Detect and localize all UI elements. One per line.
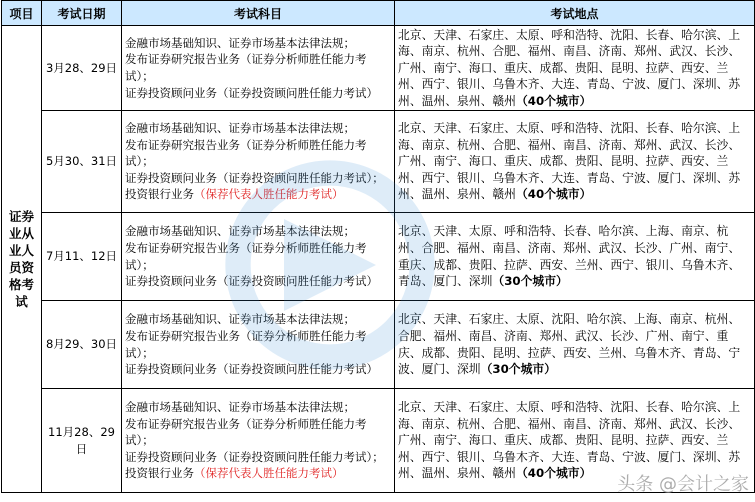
exam-subjects bbox=[122, 26, 395, 111]
city-count: （40个城市） bbox=[515, 93, 592, 108]
subject-line: 投资银行业务 bbox=[125, 187, 194, 202]
location-list: 北京、天津、石家庄、太原、呼和浩特、沈阳、长春、哈尔滨、上海、南京、杭州、合肥、福州、南昌、济南、郑州、武汉、长沙、广州、南宁、海口、重庆、成都、贵阳、昆明、拉萨、西安、兰州、西宁、银川、乌鲁木齐、大连、青岛、宁波、厦门、深圳、苏州、温州、泉州、赣州 bbox=[398, 121, 741, 202]
exam-subjects bbox=[122, 111, 395, 213]
header-date: 考试日期 bbox=[42, 1, 122, 26]
city-count: （30个城市） bbox=[480, 362, 556, 377]
city-count: （40个城市） bbox=[515, 466, 592, 481]
location-list: 北京、天津、石家庄、太原、呼和浩特、沈阳、长春、哈尔滨、上海、南京、杭州、合肥、福州、南昌、济南、郑州、武汉、长沙、广州、南宁、海口、重庆、成都、贵阳、昆明、拉萨、西安、兰州、西宁、银川、乌鲁木齐、大连、青岛、宁波、厦门、深圳、苏州、温州、泉州、赣州 bbox=[398, 400, 741, 481]
exam-date: 7月11、12日 bbox=[42, 213, 122, 301]
header-subjects: 考试科目 bbox=[122, 1, 395, 26]
subject-highlight: （保荐代表人胜任能力考试） bbox=[194, 187, 344, 202]
subject-line: 证券投资顾问业务（证券投资顾问胜任能力考试）； bbox=[125, 449, 384, 464]
subject-line: 发布证券研究报告业务（证券分析师胜任能力考试）； bbox=[125, 52, 367, 83]
subject-line: 证券投资顾问业务（证券投资顾问胜任能力考试） bbox=[125, 85, 378, 100]
subject-line: 投资银行业务 bbox=[125, 466, 194, 481]
city-count: （30个城市） bbox=[492, 274, 568, 289]
header-locations: 考试地点 bbox=[395, 1, 755, 26]
location-list: 北京、天津、太原、呼和浩特、长春、哈尔滨、上海、南京、杭州、合肥、福州、南昌、济南、郑州、武汉、长沙、广州、南宁、重庆、成都、贵阳、拉萨、西安、兰州、西宁、银川、乌鲁木齐、青岛、厦门、深圳 bbox=[398, 224, 741, 289]
subject-line: 发布证券研究报告业务（证券分析师胜任能力考试）； bbox=[125, 328, 367, 360]
exam-date: 5月30、31日 bbox=[42, 111, 122, 213]
subject-highlight: （保荐代表人胜任能力考试） bbox=[194, 466, 344, 481]
city-count: （40个城市） bbox=[515, 187, 592, 202]
subject-line: 证券投资顾问业务（证券投资顾问胜任能力考试） bbox=[125, 362, 378, 377]
table-row bbox=[2, 26, 755, 111]
exam-locations bbox=[395, 213, 755, 301]
table-row bbox=[2, 111, 755, 213]
location-list: 北京、天津、石家庄、太原、呼和浩特、沈阳、长春、哈尔滨、上海、南京、杭州、合肥、福州、南昌、济南、郑州、武汉、长沙、广州、南宁、海口、重庆、成都、贵阳、昆明、拉萨、西安、兰州、西宁、银川、乌鲁木齐、大连、青岛、宁波、厦门、深圳、苏州、温州、泉州、赣州 bbox=[398, 27, 741, 108]
subject-line: 金融市场基础知识、证券市场基本法律法规； bbox=[125, 35, 355, 50]
subject-line: 金融市场基础知识、证券市场基本法律法规； bbox=[125, 121, 355, 136]
project-name: 证券业从业人员资格考试 bbox=[2, 26, 42, 493]
table-row bbox=[2, 213, 755, 301]
subject-line: 金融市场基础知识、证券市场基本法律法规； bbox=[125, 312, 355, 327]
corner-watermark: 头条 @会计之家 bbox=[617, 474, 749, 495]
exam-schedule-table bbox=[1, 0, 755, 493]
exam-subjects bbox=[122, 301, 395, 389]
exam-subjects bbox=[122, 389, 395, 493]
exam-date: 3月28、29日 bbox=[42, 26, 122, 111]
location-list: 北京、天津、石家庄、太原、沈阳、哈尔滨、上海、南京、杭州、合肥、福州、南昌、济南、郑州、武汉、长沙、广州、南宁、重庆、成都、贵阳、昆明、拉萨、西安、兰州、乌鲁木齐、青岛、宁波、厦门、深圳 bbox=[398, 312, 741, 377]
table-header-row bbox=[2, 1, 755, 26]
exam-subjects bbox=[122, 213, 395, 301]
exam-locations bbox=[395, 26, 755, 111]
table-row bbox=[2, 301, 755, 389]
subject-line: 证券投资顾问业务（证券投资顾问胜任能力考试）； bbox=[125, 170, 384, 185]
subject-line: 证券投资顾问业务（证券投资顾问胜任能力考试） bbox=[125, 274, 378, 289]
subject-line: 发布证券研究报告业务（证券分析师胜任能力考试）； bbox=[125, 240, 367, 272]
exam-locations bbox=[395, 301, 755, 389]
exam-locations bbox=[395, 111, 755, 213]
subject-line: 金融市场基础知识、证券市场基本法律法规； bbox=[125, 400, 355, 415]
subject-line: 发布证券研究报告业务（证券分析师胜任能力考试）； bbox=[125, 416, 367, 448]
subject-line: 发布证券研究报告业务（证券分析师胜任能力考试）； bbox=[125, 137, 367, 169]
header-project: 项目 bbox=[2, 1, 42, 26]
exam-date: 8月29、30日 bbox=[42, 301, 122, 389]
subject-line: 金融市场基础知识、证券市场基本法律法规； bbox=[125, 224, 355, 239]
exam-date: 11月28、29日 bbox=[42, 389, 122, 493]
